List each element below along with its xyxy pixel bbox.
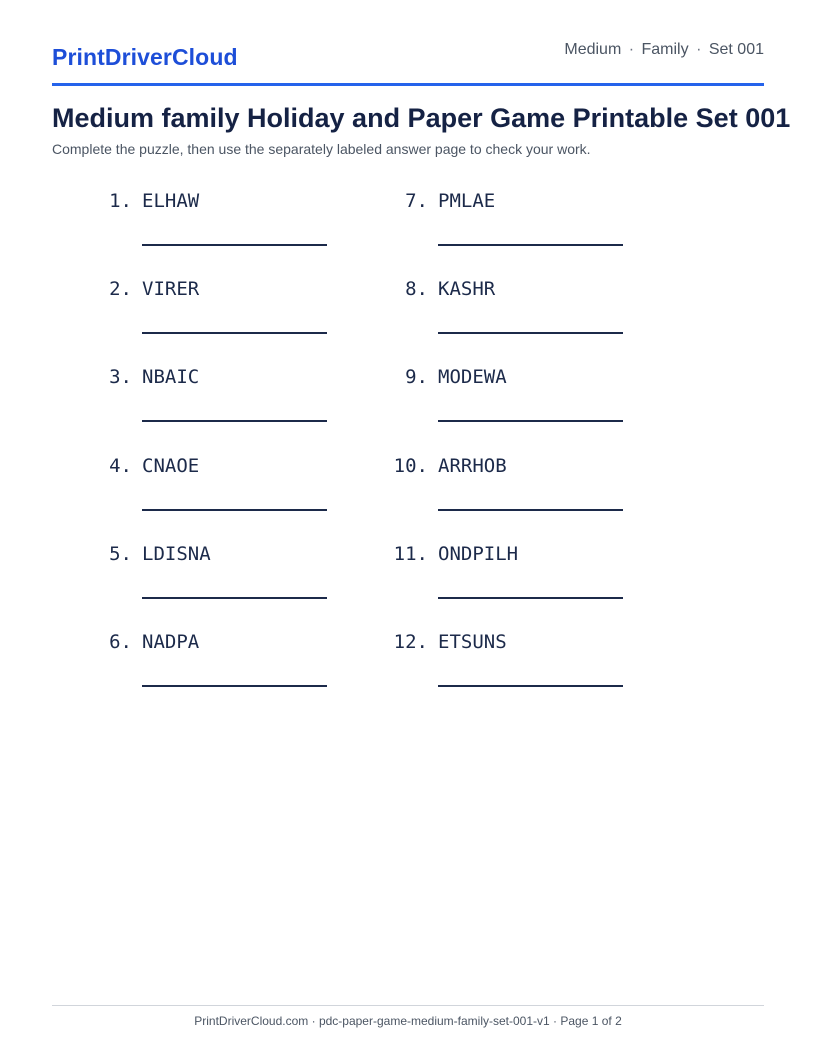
scrambled-word: PMLAE (438, 190, 496, 212)
puzzle-number: 10. (393, 455, 428, 477)
answer-line[interactable] (142, 685, 327, 687)
puzzle-item (386, 543, 646, 623)
meta-separator: · (696, 41, 702, 58)
puzzle-number: 11. (393, 543, 428, 565)
scrambled-word: ARRHOB (438, 455, 507, 477)
scrambled-word: VIRER (142, 278, 200, 300)
puzzle-item (90, 455, 350, 535)
puzzle-number: 8. (405, 278, 428, 300)
footer-divider (52, 1005, 764, 1006)
scrambled-word: CNAOE (142, 455, 200, 477)
puzzle-item (386, 366, 646, 446)
scrambled-word: KASHR (438, 278, 496, 300)
puzzle-number: 1. (109, 190, 132, 212)
brand-logo-text: PrintDriverCloud (52, 44, 238, 70)
scrambled-word: MODEWA (438, 366, 507, 388)
page-footer: PrintDriverCloud.com · pdc-paper-game-medium-family-set-001-v1 · Page 1 of 2 (194, 1014, 622, 1028)
puzzle-number: 12. (393, 631, 428, 653)
puzzle-number: 2. (109, 278, 132, 300)
puzzle-item (90, 543, 350, 623)
answer-line[interactable] (438, 244, 623, 246)
puzzle-number: 3. (109, 366, 132, 388)
page-subtitle: Complete the puzzle, then use the separately labeled answer page to check your work. (52, 141, 591, 157)
puzzle-number: 9. (405, 366, 428, 388)
answer-line[interactable] (438, 685, 623, 687)
scrambled-word: ELHAW (142, 190, 200, 212)
answer-line[interactable] (142, 244, 327, 246)
answer-line[interactable] (142, 332, 327, 334)
puzzle-item (90, 366, 350, 446)
meta-difficulty: Medium (564, 41, 622, 58)
answer-line[interactable] (142, 597, 327, 599)
puzzle-number: 4. (109, 455, 132, 477)
answer-line[interactable] (438, 597, 623, 599)
scrambled-word: NADPA (142, 631, 200, 653)
puzzle-item (90, 190, 350, 270)
answer-line[interactable] (438, 332, 623, 334)
scrambled-word: ETSUNS (438, 631, 507, 653)
answer-line[interactable] (142, 420, 327, 422)
meta-separator: · (628, 41, 635, 58)
scrambled-word: NBAIC (142, 366, 200, 388)
puzzle-item (90, 631, 350, 711)
puzzle-item (386, 631, 646, 711)
page-title: Medium family Holiday and Paper Game Printable Set 001 (52, 103, 791, 133)
puzzle-item (386, 278, 646, 358)
meta-audience: Family (641, 41, 689, 58)
puzzle-number: 5. (109, 543, 132, 565)
scrambled-word: LDISNA (142, 543, 211, 565)
puzzle-item (386, 190, 646, 270)
puzzle-number: 6. (109, 631, 132, 653)
puzzle-number: 7. (405, 190, 428, 212)
meta-set: Set 001 (708, 41, 764, 58)
puzzle-item (90, 278, 350, 358)
answer-line[interactable] (438, 509, 623, 511)
scrambled-word: ONDPILH (438, 543, 519, 565)
answer-line[interactable] (142, 509, 327, 511)
puzzle-item (386, 455, 646, 535)
answer-line[interactable] (438, 420, 623, 422)
